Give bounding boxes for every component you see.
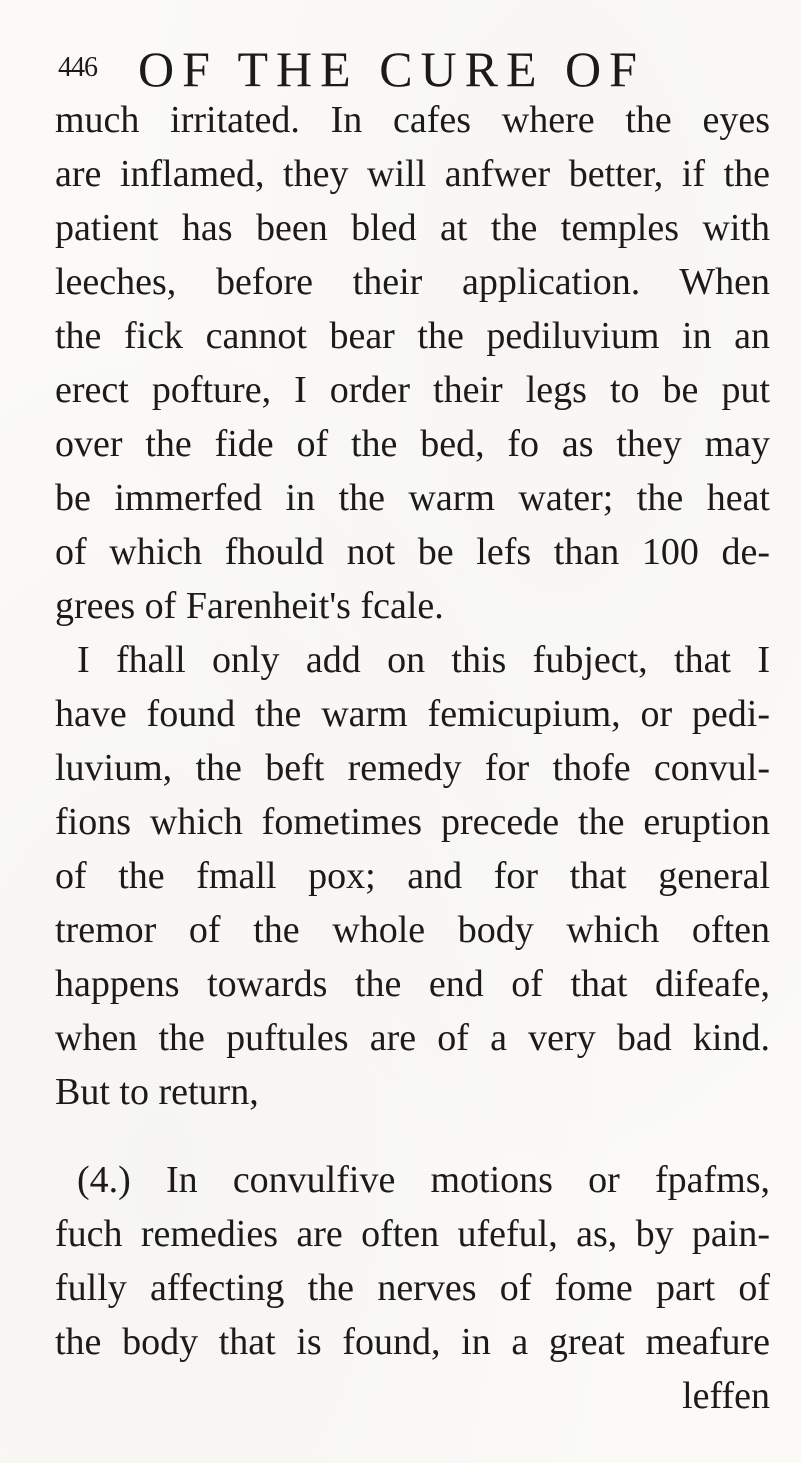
text-line: But to return, xyxy=(55,1071,259,1113)
text-line: happens towards the end of that difeafe, xyxy=(55,963,770,1005)
running-head: OF THE CURE OF xyxy=(138,41,645,97)
text-line: fions which fometimes precede the eruption xyxy=(55,801,770,843)
text-line: are inflamed, they will anfwer better, if the xyxy=(55,153,770,195)
text-line: fuch remedies are often ufeful, as, by pain- xyxy=(55,1213,770,1255)
text-line: be immerfed in the warm water; the heat xyxy=(55,477,770,519)
text-line: of which fhould not be lefs than 100 de- xyxy=(55,531,770,573)
text-line: grees of Farenheit's fcale. xyxy=(55,585,444,627)
text-line: leeches, before their application. When xyxy=(55,261,770,303)
text-line: the body that is found, in a great meafure xyxy=(55,1321,770,1363)
text-line: luvium, the beft remedy for thofe convul- xyxy=(55,747,770,789)
catchword: leffen xyxy=(682,1375,770,1417)
text-line: the fick cannot bear the pediluvium in an xyxy=(55,315,770,357)
page-number: 446 xyxy=(58,52,97,83)
text-line: I fhall only add on this fubject, that I xyxy=(77,639,770,681)
text-line: fully affecting the nerves of fome part of xyxy=(55,1267,770,1309)
text-line: have found the warm femicupium, or pedi- xyxy=(55,693,770,735)
text-line: (4.) In convulfive motions or fpafms, xyxy=(77,1159,770,1201)
page-header xyxy=(58,40,758,100)
text-line: much irritated. In cafes where the eyes xyxy=(55,99,770,141)
text-line: of the fmall pox; and for that general xyxy=(55,855,770,897)
text-line: over the fide of the bed, fo as they may xyxy=(55,423,770,465)
text-line: tremor of the whole body which often xyxy=(55,909,770,951)
text-line: erect pofture, I order their legs to be put xyxy=(55,369,770,411)
text-line: patient has been bled at the temples with xyxy=(55,207,770,249)
text-line: when the puftules are of a very bad kind. xyxy=(55,1017,770,1059)
